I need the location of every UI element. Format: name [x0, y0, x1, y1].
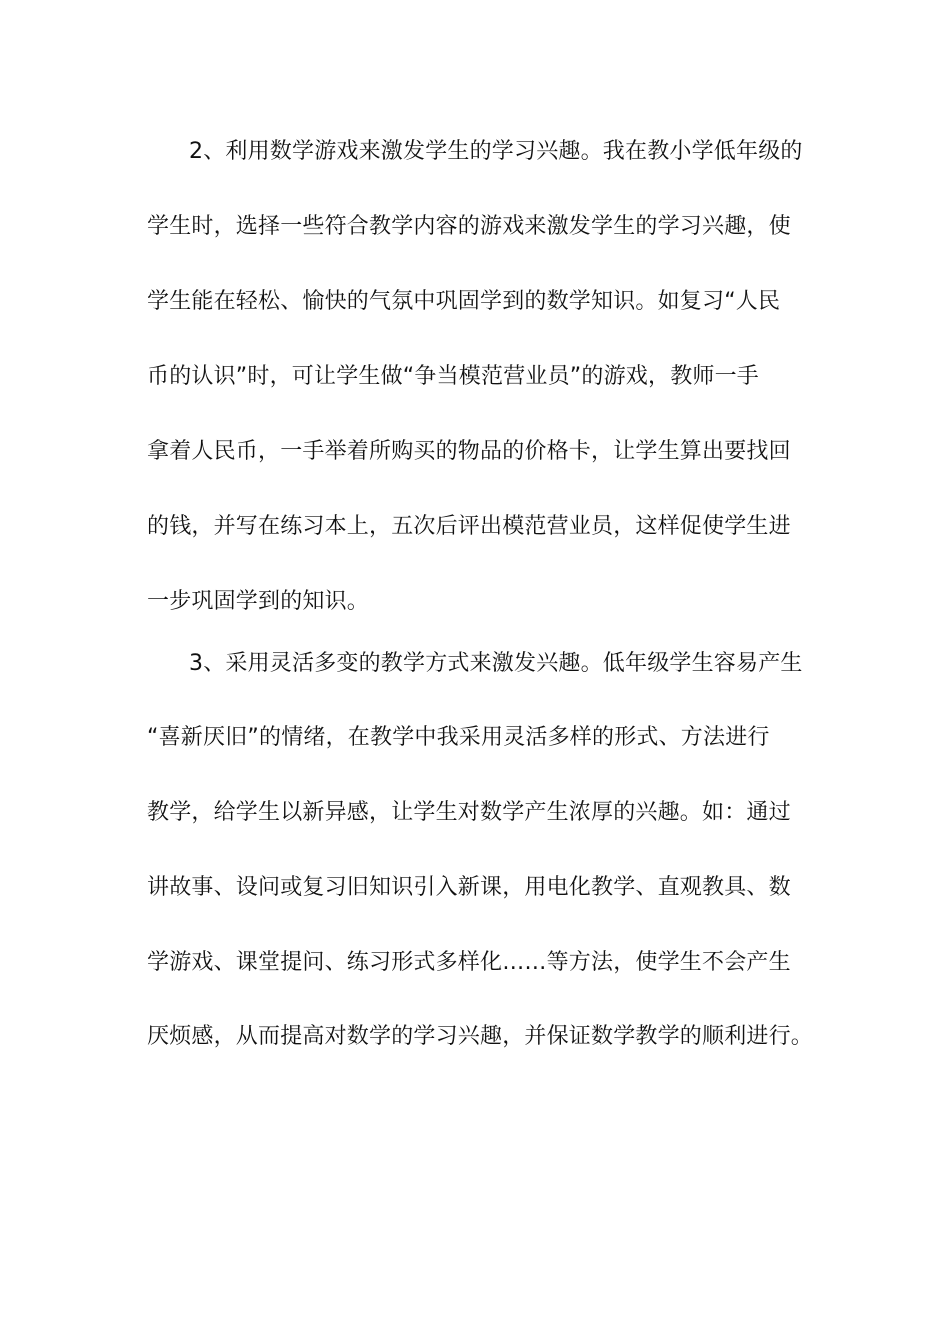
paragraph-2-line-6: 的钱，并写在练习本上，五次后评出模范营业员，这样促使学生进 [147, 514, 791, 539]
paragraph-2-line-7: 一步巩固学到的知识。 [147, 589, 370, 614]
paragraph-3-line-4: 讲故事、设问或复习旧知识引入新课，用电化教学、直观教具、数 [147, 875, 791, 900]
paragraph-3-line-5: 学游戏、课堂提问、练习形式多样化……等方法，使学生不会产生 [147, 950, 791, 975]
paragraph-2-line-2: 学生时，选择一些符合教学内容的游戏来激发学生的学习兴趣，使 [147, 214, 791, 239]
paragraph-3-line-1: 3、采用灵活多变的教学方式来激发兴趣。低年级学生容易产生 [189, 651, 803, 676]
paragraph-3-line-6: 厌烦感，从而提高对数学的学习兴趣，并保证数学教学的顺利进行。 [147, 1024, 814, 1049]
paragraph-2-line-1: 2、利用数学游戏来激发学生的学习兴趣。我在教小学低年级的 [189, 139, 803, 164]
paragraph-2-line-4: 币的认识”时，可让学生做“争当模范营业员”的游戏，教师一手 [147, 364, 759, 389]
paragraph-2-line-5: 拿着人民币，一手举着所购买的物品的价格卡，让学生算出要找回 [147, 439, 791, 464]
paragraph-3-line-3: 教学，给学生以新异感，让学生对数学产生浓厚的兴趣。如：通过 [147, 800, 791, 825]
paragraph-2-line-3: 学生能在轻松、愉快的气氛中巩固学到的数学知识。如复习“人民 [147, 289, 781, 314]
paragraph-3-line-2: “喜新厌旧”的情绪，在教学中我采用灵活多样的形式、方法进行 [147, 725, 770, 750]
